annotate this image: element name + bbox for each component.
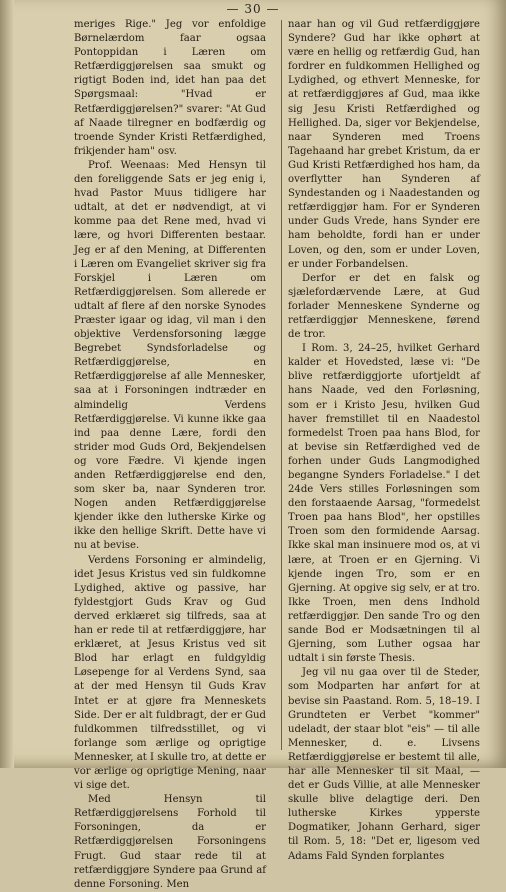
- paragraph: Derfor er det en falsk og sjælefordærvende Lære, at Gud forlader Menneskene Synderne og retfærdiggjør Menneskene, førend de tror.: [288, 272, 480, 341]
- paragraph: Verdens Forsoning er almindelig, idet Jesus Kristus ved sin fuldkomne Lydighed, aktive og passive, har fyldestgjort Guds Krav og Gud derved erklæret sig tilfreds, saa at han er rede til at retfærdiggjøre, har erklæret, at Jesus Kristus ved sit Blod har erlagt en fuldgyldig Løsepenge for al Verdens Synd, saa at der med Hensyn til Guds Krav Intet er at gjøre fra Menneskets Side. Der er alt fuldbragt, der er Gud fuldkommen tilfredsstillet, og vi forlange som ærlige og oprigtige Mennesker, at I skulle tro, at dette er vor ærlige og oprigtige Mening, naar vi sige det.: [74, 554, 266, 792]
- column-divider: [281, 20, 282, 750]
- right-column: [288, 18, 480, 864]
- book-spine-shadow: [0, 0, 14, 768]
- paragraph: Prof. Weenaas: Med Hensyn til den foreliggende Sats er jeg enig i, hvad Pastor Muus tidligere har udtalt, at det er nødvendigt, at vi komme paa det Rene med, hvad vi lære, og hvori Differenten bestaar. Jeg er af den Mening, at Differenten i Læren om Evangeliet skriver sig fra Forskjel i Læren om Retfærdiggjørelsen. Som allerede er udtalt af flere af den norske Synodes Præster igaar og idag, vil man i den objektive Verdensforsoning lægge Begrebet Syndsforladelse og Retfærdiggjørelse, en Retfærdiggjørelse af alle Mennesker, saa at i Forsoningen indtræder en almindelig Verdens Retfærdiggjørelse. Vi kunne ikke gaa ind paa denne Lære, fordi den strider mod Guds Ord, Bekjendelsen og vore Fædre. Vi kjende ingen anden Retfærdiggjørelse end den, som sker ba, naar Synderen tror. Nogen anden Retfærdiggjørelse kjender ikke den lutherske Kirke og ikke den hellige Skrift. Dette have vi nu at bevise.: [74, 159, 266, 552]
- paragraph: Jeg vil nu gaa over til de Steder, som Modparten har anført for at bevise sin Paastand. Rom. 5, 18–19. I Grundteten er Verbet "kommer" udeladt, der staar blot "eis" — til alle Mennesker, d. e. Livsens Retfærdiggjørelse er bestemt til alle, har alle Mennesker til sit Maal, — det er Guds Villie, at alle Mennesker skulle blive delagtige deri. Den lutherske Kirkes ypperste Dogmatiker, Johann Gerhard, siger til Rom. 5, 18: "Det er, ligesom ved Adams Fald Synden forplantes: [288, 667, 480, 862]
- page-number: — 30 —: [226, 2, 280, 16]
- paragraph: I Rom. 3, 24–25, hvilket Gerhard kalder et Hovedsted, læse vi: "De blive retfærdiggjorte ufortjeldt af hans Naade, ved den Forløsning, som er i Kristo Jesu, hvilken Gud haver fremstillet til en Naadestol formedelst Troen paa hans Blod, for at bevise sin Retfærdighed ved de forhen under Guds Langmodighed begangne Synders Forladelse." I det 24de Vers stilles Forløsningen som den forstaaende Aarsag, "formedelst Troen paa hans Blod", her opstilles Troen som den formidende Aarsag. Ikke skal man insinuere mod os, at vi lære, at Troen er en Gjerning. Vi kjende ingen Tro, som er en Gjerning. At opgive sig selv, er at tro. Ikke Troen, men dens Indhold retfærdiggjør. Den sande Tro og den sande Bod er Modsætningen til al Gjerning, som Luther ogsaa har udtalt i sin første Thesis.: [288, 343, 480, 665]
- paragraph: Med Hensyn til Retfærdiggjørelsens Forhold til Forsoningen, da er Retfærdiggjørelsen Forsoningens Frugt. Gud staar rede til at retfærdiggjøre Syndere paa Grund af denne Forsoning. Men: [74, 794, 266, 890]
- left-column: [74, 18, 266, 892]
- paragraph: meriges Rige." Jeg vor enfoldige Børnelærdom faar ogsaa Pontoppidan i Læren om Retfærdiggjørelsen saa smukt og rigtigt Boden ind, idet han paa det Spørgsmaal: "Hvad er Retfærdiggjørelsen?" svarer: "At Gud af Naade tilregner en bodfærdig og troende Synder Kristi Retfærdighed, frikjender ham" osv.: [74, 19, 266, 157]
- paragraph: naar han og vil Gud retfærdiggjøre Syndere? Gud har ikke ophørt at være en hellig og retfærdig Gud, han fordrer en fuldkommen Hellighed og Lydighed, og ethvert Menneske, for at retfærdiggjøres af Gud, maa ikke sig Jesu Kristi Retfærdighed og Hellighed. Da, siger vor Bekjendelse, naar Synderen med Troens Tagehaand har grebet Kristum, da er Gud Kristi Retfærdighed hos ham, da overflytter han Synderen af Syndestanden og i Naadestanden og retfærdiggjør ham. For er Synderen under Guds Vrede, hans Synder ere ham beholdte, fordi han er under Loven, og den, som er under Loven, er under Forbandelsen.: [288, 19, 480, 270]
